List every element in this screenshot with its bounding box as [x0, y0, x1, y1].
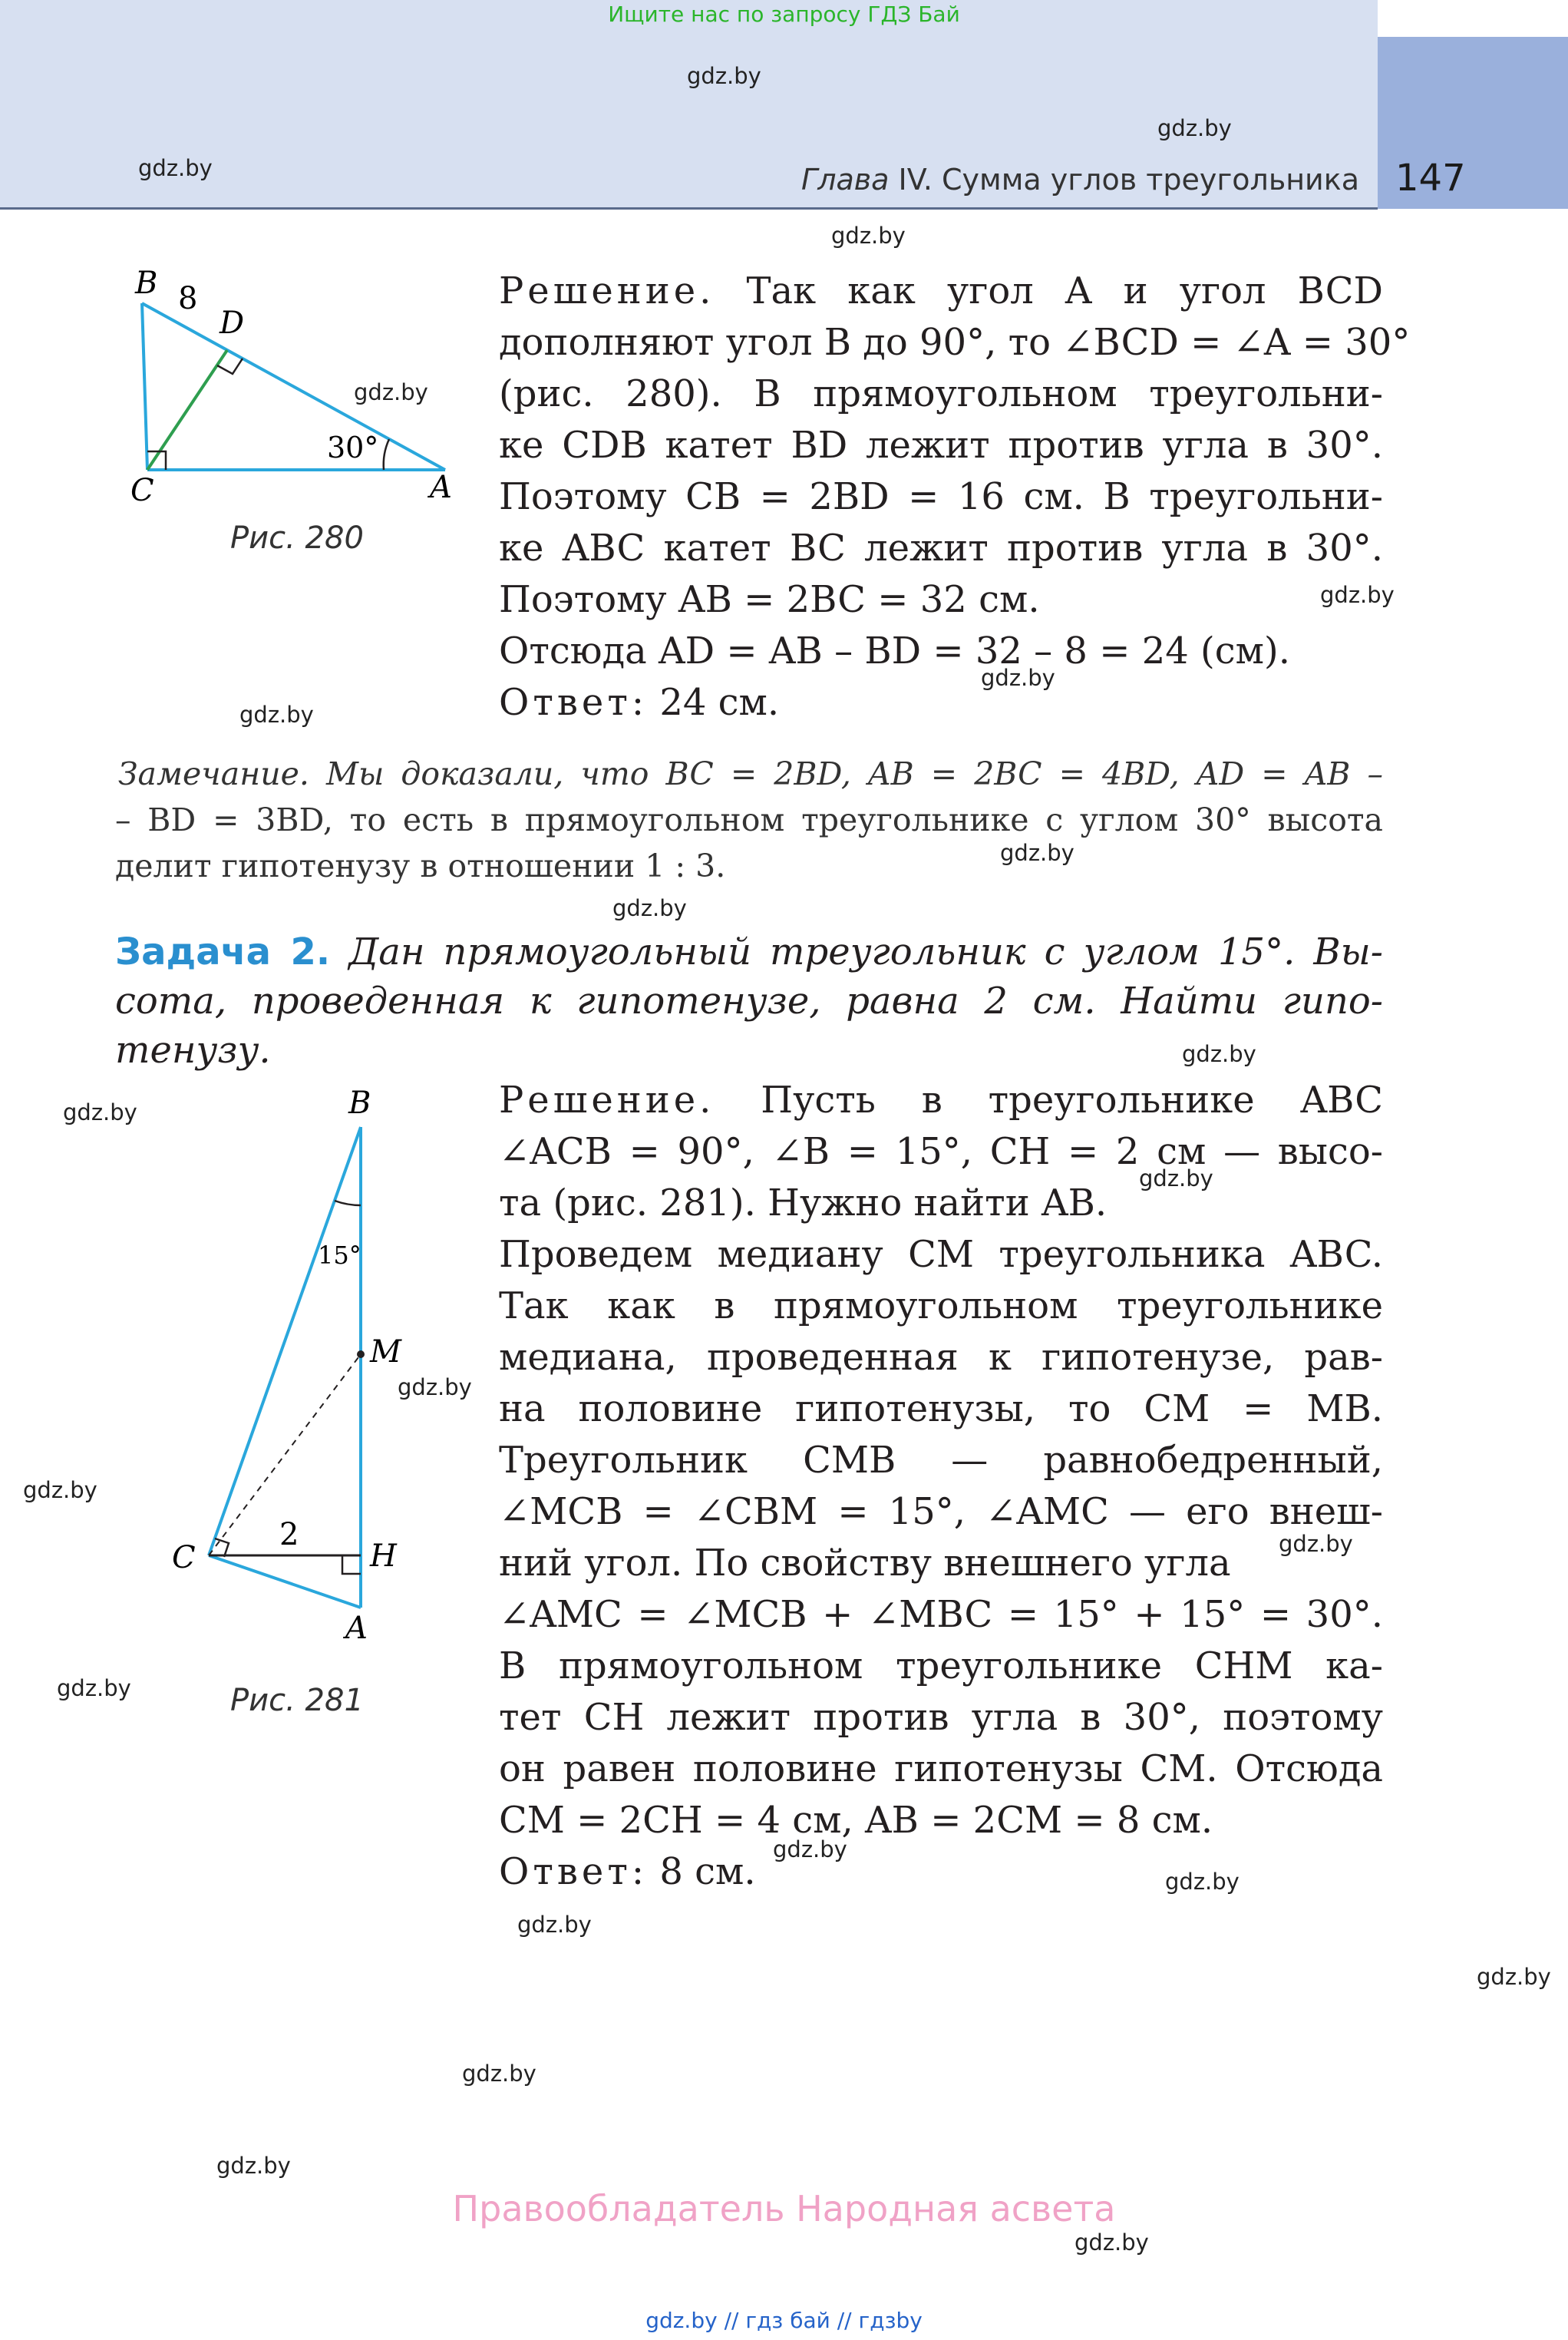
chapter-name: IV. Сумма углов треугольника: [889, 163, 1359, 197]
label-side-2: 2: [279, 1517, 299, 1552]
solution-line: Треугольник CMB — равнобедренный,: [499, 1439, 1383, 1482]
hypotenuse-ab: [142, 303, 445, 470]
watermark: gdz.by: [1182, 1041, 1256, 1067]
watermark: gdz.by: [517, 1912, 592, 1938]
watermark: gdz.by: [687, 63, 761, 89]
remark-line: – BD = 3BD, то есть в прямоугольном треугольнике с углом 30° высота: [115, 801, 1383, 838]
watermark: gdz.by: [57, 1675, 131, 1701]
solution-line: ний угол. По свойству внешнего угла: [499, 1542, 1231, 1585]
solution-line: (рис. 280). В прямоугольном треугольни-: [499, 372, 1383, 415]
watermark: gdz.by: [981, 665, 1055, 691]
watermark: gdz.by: [216, 2153, 291, 2179]
answer-line: Ответ: 24 см.: [499, 681, 780, 724]
solution-line: ∠MCB = ∠CBM = 15°, ∠AMC — его внеш-: [499, 1490, 1383, 1533]
right-angle-mark-h: [342, 1555, 361, 1574]
label-b: B: [135, 266, 158, 301]
right-angle-mark-c: [215, 1539, 229, 1557]
footer-links[interactable]: gdz.by // гдз бай // гдзby: [645, 2308, 923, 2333]
label-d: D: [220, 306, 245, 341]
watermark: gdz.by: [239, 702, 314, 728]
solution-line: ке CDB катет BD лежит против угла в 30°.: [499, 424, 1383, 467]
solution-2: [499, 1075, 1383, 1898]
label-side-8: 8: [178, 281, 198, 316]
solution-line: ∠AMC = ∠MCB + ∠MBC = 15° + 15° = 30°.: [499, 1593, 1383, 1636]
watermark: gdz.by: [1157, 115, 1232, 141]
figure-281: [161, 1084, 468, 1667]
solution-line: В прямоугольном треугольнике CHM ка-: [499, 1644, 1383, 1687]
point-m: [357, 1350, 365, 1358]
watermark: gdz.by: [831, 223, 906, 249]
label-h: H: [370, 1539, 397, 1574]
watermark: gdz.by: [138, 155, 213, 181]
task-2-label: Задача 2.: [115, 930, 331, 973]
figure-280-caption: Рис. 280: [230, 521, 364, 556]
header-rule: [0, 207, 1378, 210]
solution-line: Поэтому CB = 2BD = 16 см. В треугольни-: [499, 475, 1383, 518]
solution-line: на половине гипотенузы, то CM = MB.: [499, 1387, 1383, 1430]
watermark: gdz.by: [1165, 1869, 1240, 1895]
remark: [115, 751, 1383, 889]
watermark: gdz.by: [1139, 1165, 1213, 1191]
label-angle-15: 15°: [318, 1241, 361, 1270]
solution-line: Проведем медиану CM треугольника ABC.: [499, 1233, 1383, 1276]
watermark: gdz.by: [398, 1374, 472, 1400]
label-a: A: [345, 1611, 368, 1646]
lead-word: Ответ:: [499, 1850, 649, 1893]
solution-line: он равен половине гипотенузы CM. Отсюда: [499, 1747, 1383, 1790]
copyright-notice: Правообладатель Народная асвета: [452, 2188, 1116, 2229]
solution-line: ке ABC катет BC лежит против угла в 30°.: [499, 527, 1383, 570]
lead-word: Решение.: [499, 269, 715, 312]
answer-line: Ответ: 8 см.: [499, 1850, 756, 1893]
solution-line: Поэтому AB = 2BC = 32 см.: [499, 578, 1040, 621]
remark-line: делит гипотенузу в отношении 1 : 3.: [115, 848, 726, 884]
top-search-note: Ищите нас по запросу ГДЗ Бай: [608, 2, 960, 27]
lead-word: Решение.: [499, 1079, 715, 1122]
figure-281-caption: Рис. 281: [230, 1683, 364, 1718]
figure-280: [115, 261, 476, 522]
watermark: gdz.by: [1320, 582, 1395, 608]
solution-line: медиана, проведенная к гипотенузе, рав-: [499, 1336, 1383, 1379]
solution-line: тет CH лежит против угла в 30°, поэтому: [499, 1696, 1383, 1739]
watermark: gdz.by: [1074, 2229, 1149, 2256]
solution-line: та (рис. 281). Нужно найти AB.: [499, 1182, 1108, 1225]
watermark: gdz.by: [773, 1836, 847, 1862]
task-line: [115, 927, 1383, 977]
solution-line: дополняют угол B до 90°, то ∠BCD = ∠A = 30°: [499, 321, 1411, 364]
label-b: B: [348, 1086, 371, 1121]
label-a: A: [430, 470, 452, 505]
chapter-title: [801, 163, 1359, 197]
watermark: gdz.by: [63, 1099, 137, 1125]
task-2: [115, 927, 1383, 1075]
solution-line: Решение. Пусть в треугольнике ABC: [499, 1079, 1383, 1122]
solution-1: [499, 266, 1411, 729]
solution-line: CM = 2CH = 4 см, AB = 2CM = 8 см.: [499, 1799, 1213, 1842]
remark-line: Замечание. Мы доказали, что BC = 2BD, AB = 2BC = 4BD, AD = AB –: [118, 755, 1383, 792]
label-m: M: [370, 1334, 401, 1370]
chapter-label: Глава: [801, 163, 890, 197]
label-angle-30: 30°: [327, 431, 379, 464]
task-line: тенузу.: [115, 1029, 271, 1072]
watermark: gdz.by: [1279, 1531, 1353, 1557]
side-bc: [142, 303, 147, 470]
solution-line: Отсюда AD = AB – BD = 32 – 8 = 24 (см).: [499, 630, 1290, 673]
angle-arc-b: [335, 1201, 361, 1205]
angle-arc-a: [384, 439, 389, 470]
solution-line: Так как в прямоугольном треугольнике: [499, 1284, 1383, 1327]
task-text: Дан прямоугольный треугольник с углом 15°. Вы-: [330, 930, 1384, 973]
watermark: gdz.by: [1477, 1964, 1551, 1990]
label-c: C: [172, 1540, 196, 1575]
watermark: gdz.by: [354, 379, 428, 405]
side-ca: [209, 1555, 361, 1608]
watermark: gdz.by: [23, 1477, 97, 1503]
watermark: gdz.by: [612, 895, 687, 921]
page-number: 147: [1395, 157, 1466, 200]
task-line: сота, проведенная к гипотенузе, равна 2 см. Найти гипо-: [115, 980, 1383, 1023]
side-bc: [209, 1127, 361, 1555]
lead-word: Ответ:: [499, 681, 649, 724]
solution-line: ∠ACB = 90°, ∠B = 15°, CH = 2 см — высо-: [499, 1130, 1383, 1173]
solution-line: Решение. Так как угол A и угол BCD: [499, 269, 1383, 312]
watermark: gdz.by: [1000, 840, 1074, 866]
watermark: gdz.by: [462, 2061, 536, 2087]
label-c: C: [130, 473, 154, 508]
